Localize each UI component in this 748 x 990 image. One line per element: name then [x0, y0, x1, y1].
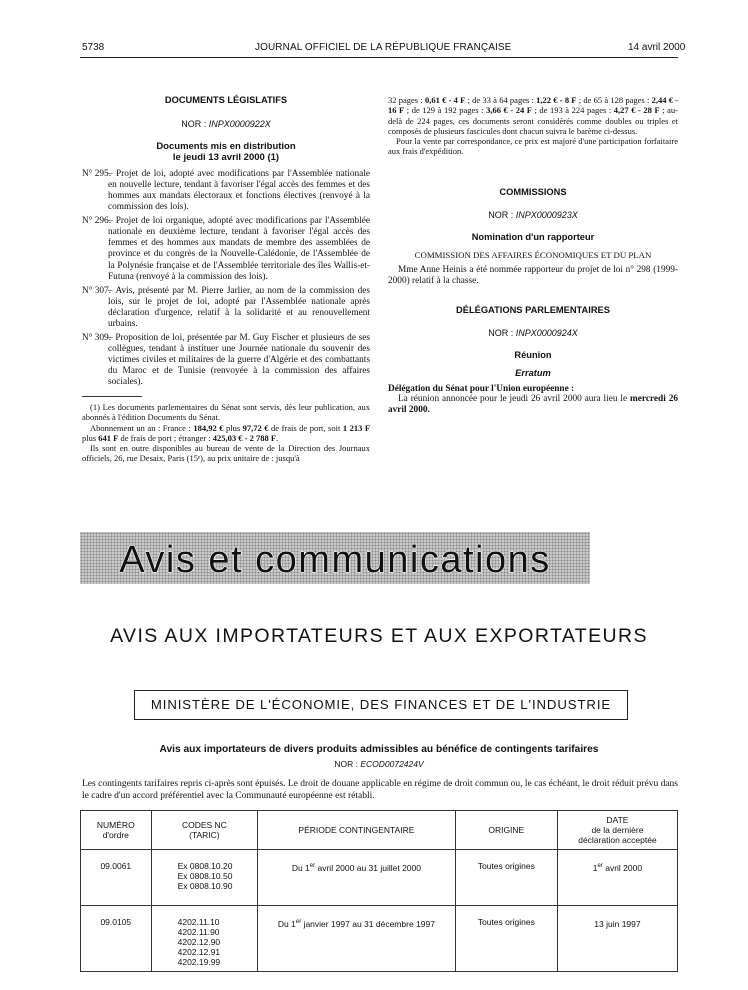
- avis-heading: AVIS AUX IMPORTATEURS ET AUX EXPORTATEURS: [110, 625, 648, 647]
- cell-date: 1er avril 2000: [557, 850, 677, 906]
- banner-title: Avis et communications: [119, 539, 551, 581]
- footnote-2: Abonnement un an : France : 184,92 € plus 97,72 € de frais de port, soit 1 213 F plus 641 F de frais de port ; étranger : 425,03 € - 2 788 F.: [82, 422, 371, 443]
- table-row: [81, 906, 678, 972]
- shipping-note: Pour la vente par correspondance, ce prix est majoré d'une participation forfaitaire aux frais d'expédition.: [388, 136, 678, 157]
- table-row: [81, 850, 678, 906]
- notice-intro: Les contingents tarifaires repris ci-après sont épuisés. Le droit de douane applicable en régime de droit commun ou, le cas échéant, le droit réduit prévu dans le cadre d'un accord préférentiel avec la Communauté européenne est rétabli.: [82, 779, 678, 801]
- ministry-title: MINISTÈRE DE L'ÉCONOMIE, DES FINANCES ET DE L'INDUSTRIE: [150, 697, 612, 712]
- section-title-delegations: DÉLÉGATIONS PARLEMENTAIRES: [456, 304, 610, 315]
- cell-periode: Du 1er janvier 1997 au 31 décembre 1997: [258, 906, 456, 972]
- cell-numero: 09.0061: [81, 850, 152, 906]
- section-title-documents: DOCUMENTS LÉGISLATIFS: [164, 95, 288, 105]
- cell-origine: Toutes origines: [455, 906, 557, 972]
- journal-title: JOURNAL OFFICIEL DE LA RÉPUBLIQUE FRANÇAISE: [255, 42, 512, 53]
- cell-periode: Du 1er avril 2000 au 31 juillet 2000: [258, 850, 456, 906]
- left-column: [82, 95, 370, 392]
- cell-numero: 09.0105: [81, 906, 152, 972]
- list-item: N° 296. – Projet de loi organique, adopté avec modifications par l'Assemblée nationale en deuxième lecture, tendant à favoriser l'égal accès des femmes et des hommes aux mandats de membre des assemblées de province et du congrès de la Nouvelle-Calédonie, de l'Assemblée de la Polynésie française et de l'Assemblée territoriale des îles Wallis-et-Futuna (renvoyé à la commission des lois).: [82, 216, 370, 282]
- col-header-codes: CODES NC (TARIC): [151, 811, 258, 850]
- col-header-periode: PÉRIODE CONTINGENTAIRE: [258, 811, 456, 850]
- page-number: 5738: [82, 42, 105, 53]
- footnotes: [82, 402, 370, 464]
- col-header-numero: NUMÉRO d'ordre: [81, 811, 152, 850]
- notice-nor: NOR : ECOD0072424V: [334, 759, 424, 769]
- section-title-commissions: COMMISSIONS: [499, 186, 567, 197]
- list-item: N° 309. – Proposition de loi, présentée par M. Guy Fischer et plusieurs de ses collègues, tendant à instituer une Journée nationale du souvenir des victimes civiles et militaires de la guerre d'Algérie et des combattants du Maroc et de Tunisie (renvoyée à la commission des affaires sociales).: [82, 333, 370, 388]
- quota-table: [80, 810, 678, 972]
- nor-code: INPX0000922X: [208, 119, 271, 130]
- table-header-row: [81, 811, 678, 850]
- nor-line-delegations: NOR : INPX0000924X: [488, 327, 578, 338]
- erratum-text: La réunion annoncée pour le jeudi 26 avril 2000 aura lieu le mercredi 26 avril 2000.: [388, 393, 679, 416]
- nomination-text: Mme Anne Heinis a été nommée rapporteur du projet de loi n° 298 (1999-2000) relatif à la chasse.: [388, 264, 678, 286]
- delegation-name: Délégation du Sénat pour l'Union européenne :: [388, 383, 575, 394]
- cell-origine: Toutes origines: [455, 850, 557, 906]
- reunion-title: Réunion: [514, 349, 552, 360]
- erratum-title: Erratum: [515, 367, 551, 378]
- footnote-rule: [82, 396, 142, 397]
- commission-name: COMMISSION DES AFFAIRES ÉCONOMIQUES ET DU PLAN: [414, 249, 652, 260]
- notice-title: Avis aux importateurs de divers produits admissibles au bénéfice de contingents tarifaires: [159, 744, 599, 755]
- footnote-3: Ils sont en outre disponibles au bureau de vente de la Direction des Journaux officiels, 26, rue Desaix, Paris (15ᵉ), au prix unitaire de : jusqu'à: [82, 443, 370, 464]
- nor-line-documents: NOR : INPX0000922X: [181, 119, 271, 130]
- col-header-origine: ORIGINE: [455, 811, 557, 850]
- cell-codes: 4202.11.10 4202.11.90 4202.12.90 4202.12.91 4202.19.99: [151, 906, 258, 972]
- nor-line-commissions: NOR : INPX0000923X: [488, 209, 578, 220]
- col-header-date: DATE de la dernière déclaration acceptée: [557, 811, 677, 850]
- price-continuation: 32 pages : 0,61 € - 4 F ; de 33 à 64 pages : 1,22 € - 8 F ; de 65 à 128 pages : 2,44 € - 16 F ; de 129 à 192 pages : 3,66 € - 24 F ; de 193 à 224 pages : 4,27 € - 28 F ; au-delà de 224 pages, ces documents seront considérés comme doubles ou triples et composés de plusieurs fascicules dont chacun suivra le barème ci-dessus.: [388, 95, 679, 136]
- issue-date: 14 avril 2000: [628, 42, 686, 53]
- nomination-title: Nomination d'un rapporteur: [471, 231, 595, 242]
- footnote-1: (1) Les documents parlementaires du Sénat sont servis, dès leur publication, aux abonnés à l'édition Documents du Sénat.: [82, 402, 370, 423]
- list-item: N° 295. – Projet de loi, adopté avec modifications par l'Assemblée nationale en nouvelle lecture, tendant à favoriser l'égal accès des femmes et des hommes aux mandats électoraux et fonctions électives (renvoyé à la commission des lois).: [82, 168, 370, 213]
- cell-codes: Ex 0808.10.20 Ex 0808.10.50 Ex 0808.10.90: [151, 850, 258, 906]
- cell-date: 13 juin 1997: [557, 906, 677, 972]
- list-item: N° 307. – Avis, présenté par M. Pierre Jarlier, au nom de la commission des lois, sur le projet de loi, adopté par l'Assemblée nationale après déclaration d'urgence, relatif à la solidarité et au renouvellement urbains.: [82, 285, 370, 329]
- right-column: [388, 95, 678, 416]
- documents-subtitle: Documents mis en distribution le jeudi 13 avril 2000 (1): [156, 141, 296, 163]
- header-rule: [80, 57, 678, 58]
